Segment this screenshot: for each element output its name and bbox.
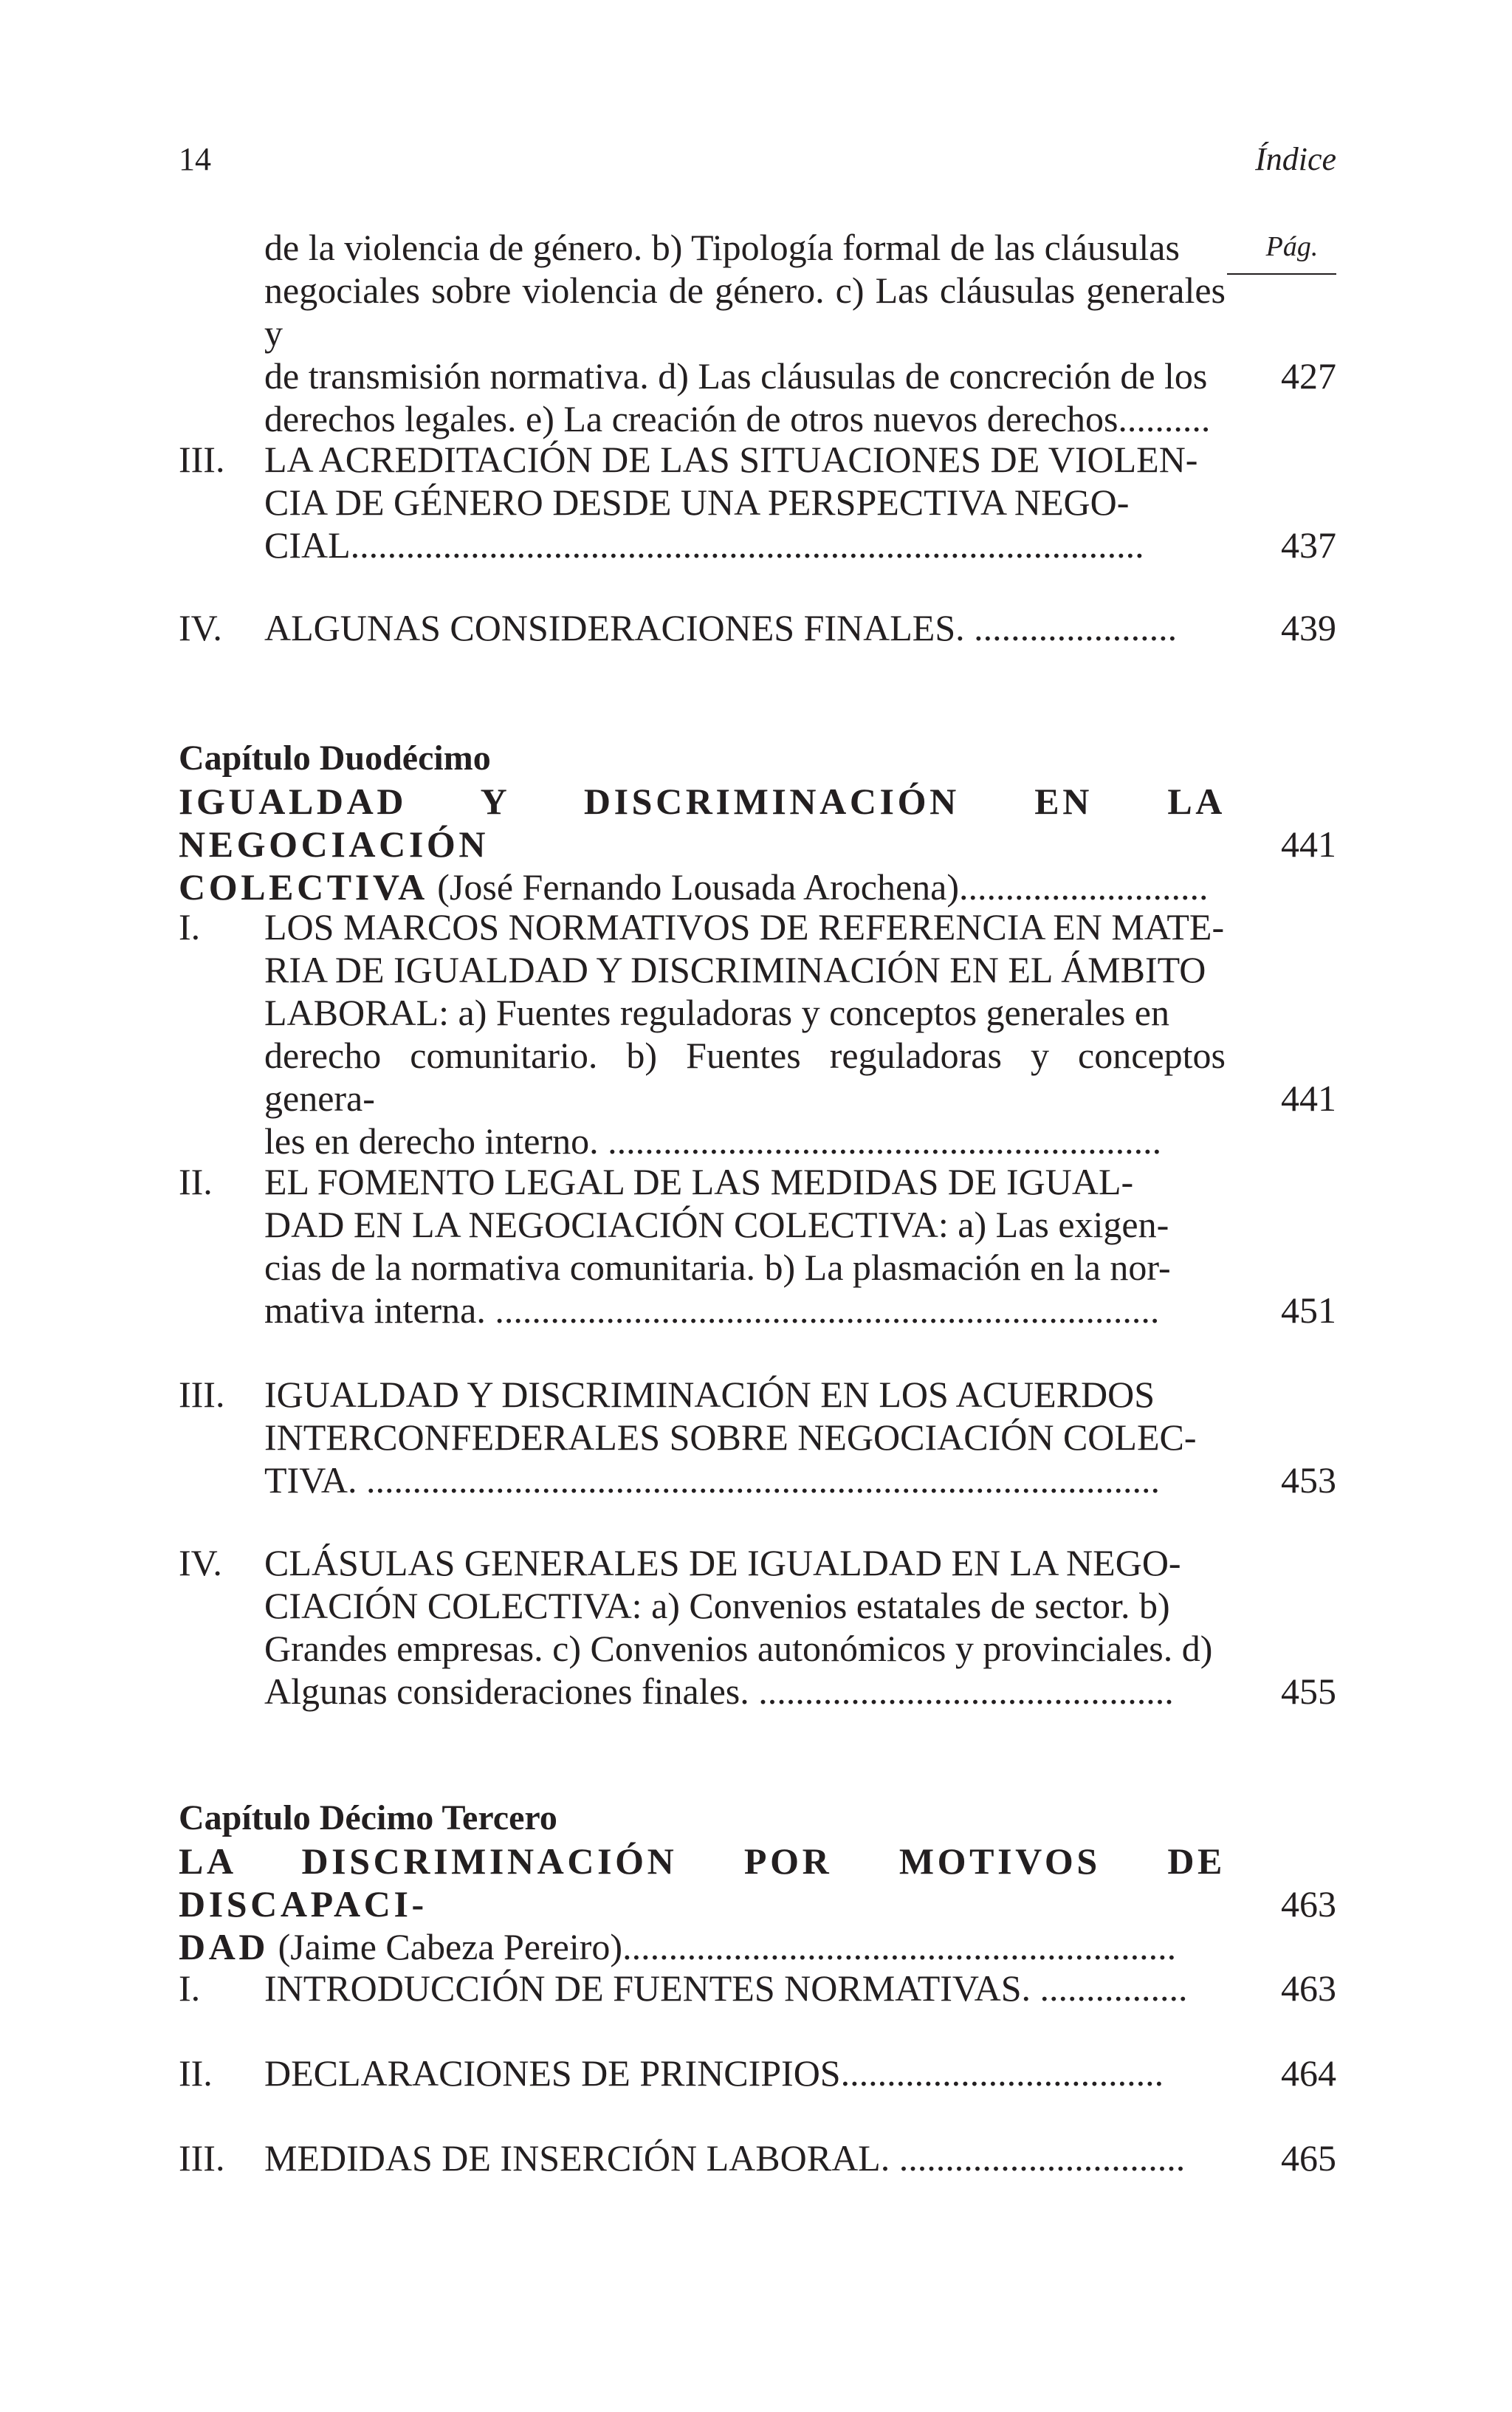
section-numeral: III. xyxy=(179,2137,225,2179)
section-numeral: I. xyxy=(179,1967,201,2009)
section-numeral: IV. xyxy=(179,607,222,648)
chapter-page-ref: 463 xyxy=(1281,1883,1336,1925)
chapter-title: IGUALDAD Y DISCRIMINACIÓN EN LA NEGOCIACIÓN COLECTIVA (José Fernando Lousada Arochena)........................... xyxy=(179,781,1226,908)
toc-entry-text: EL FOMENTO LEGAL DE LAS MEDIDAS DE IGUAL- DAD EN LA NEGOCIACIÓN COLECTIVA: a) Las exigen- cias de la normativa comunitaria. b) La plasmación en la nor- mativa interna. ........................................................................ xyxy=(264,1161,1171,1331)
toc-entry-text: LA ACREDITACIÓN DE LAS SITUACIONES DE VIOLEN- CIA DE GÉNERO DESDE UNA PERSPECTIVA NEGO- CIAL...................................................................................... xyxy=(264,439,1198,566)
page-column-rule xyxy=(1227,273,1336,275)
toc-entry-text: MEDIDAS DE INSERCIÓN LABORAL. ............................... xyxy=(264,2137,1186,2179)
chapter-title: LA DISCRIMINACIÓN POR MOTIVOS DE DISCAPACI- DAD (Jaime Cabeza Pereiro)............................................................ xyxy=(179,1840,1226,1967)
toc-entry-text: de la violencia de género. b) Tipología formal de las cláusulas negociales sobre violencia de género. c) Las cláusulas generales y de transmisión normativa. d) Las cláusulas de concreción de los derechos legales. e) La creación de otros nuevos derechos.......... xyxy=(264,227,1226,439)
toc-page-ref: 437 xyxy=(1281,524,1336,566)
toc-entry-text: ALGUNAS CONSIDERACIONES FINALES. ...................... xyxy=(264,607,1178,648)
toc-page-ref: 453 xyxy=(1281,1459,1336,1501)
toc-page-ref: 464 xyxy=(1281,2052,1336,2094)
section-numeral: III. xyxy=(179,1374,225,1415)
chapter-heading[interactable] xyxy=(179,737,1226,908)
running-head: Índice xyxy=(1255,141,1336,177)
toc-page-ref: 439 xyxy=(1281,607,1336,648)
toc-page-ref: 465 xyxy=(1281,2137,1336,2179)
toc-entry-text: CLÁSULAS GENERALES DE IGUALDAD EN LA NEGO- CIACIÓN COLECTIVA: a) Convenios estatales de sector. b) Grandes empresas. c) Convenios autonómicos y provinciales. d) Algunas consideraciones finales. ............................................. xyxy=(264,1542,1213,1712)
page-column-label: Pág. xyxy=(1265,231,1319,262)
section-numeral: II. xyxy=(179,1161,213,1202)
toc-page-ref: 451 xyxy=(1281,1289,1336,1331)
toc-page-ref: 441 xyxy=(1281,1077,1336,1119)
toc-entry-text: INTRODUCCIÓN DE FUENTES NORMATIVAS. ................ xyxy=(264,1967,1188,2009)
toc-entry-text: IGUALDAD Y DISCRIMINACIÓN EN LOS ACUERDOS INTERCONFEDERALES SOBRE NEGOCIACIÓN COLEC- TIVA. ...................................................................................... xyxy=(264,1374,1197,1501)
toc-entry-text: DECLARACIONES DE PRINCIPIOS................................... xyxy=(264,2052,1164,2094)
section-numeral: I. xyxy=(179,906,201,948)
section-numeral: III. xyxy=(179,439,225,480)
chapter-label: Capítulo Décimo Tercero xyxy=(179,1798,557,1837)
section-numeral: II. xyxy=(179,2052,213,2094)
toc-page-ref: 427 xyxy=(1281,355,1336,397)
chapter-label: Capítulo Duodécimo xyxy=(179,739,491,778)
toc-page-ref: 455 xyxy=(1281,1671,1336,1712)
page-number: 14 xyxy=(179,141,211,177)
toc-page-ref: 463 xyxy=(1281,1967,1336,2009)
chapter-page-ref: 441 xyxy=(1281,823,1336,865)
section-numeral: IV. xyxy=(179,1542,222,1583)
toc-entry-text: LOS MARCOS NORMATIVOS DE REFERENCIA EN MATE- RIA DE IGUALDAD Y DISCRIMINACIÓN EN EL ÁMBITO LABORAL: a) Fuentes reguladoras y conceptos generales en derecho comunitario. b) Fuentes reguladoras y conceptos genera- les en derecho interno. ............................................................ xyxy=(264,906,1226,1162)
chapter-heading[interactable] xyxy=(179,1797,1226,1968)
